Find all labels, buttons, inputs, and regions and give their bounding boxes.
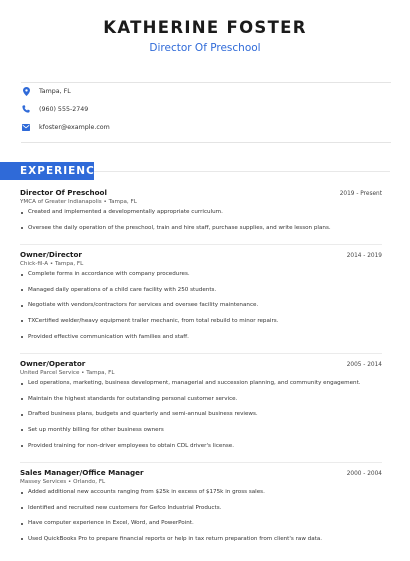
job-bullets	[20, 209, 382, 232]
job-bullet: Maintain the highest standards for outstanding personal customer service.	[20, 396, 382, 403]
resume-header	[0, 18, 410, 54]
job-bullets	[20, 380, 382, 449]
job-bullet: TXCertified welder/heavy equipment trailer mechanic, from total rebuild to minor repairs.	[20, 318, 382, 325]
job-employer: Chick-fil-A • Tampa, FL	[20, 261, 84, 268]
section-title-experience: EXPERIENCE	[20, 165, 103, 177]
job-bullet: Provided training for non-driver employees to obtain CDL driver's license.	[20, 443, 382, 450]
job-entry	[20, 250, 382, 354]
phone-icon	[21, 104, 31, 114]
job-dates: 2000 - 2004	[346, 471, 382, 478]
email-icon	[21, 122, 31, 132]
candidate-role: Director Of Preschool	[149, 42, 261, 54]
job-bullet: Created and implemented a developmentally appropriate curriculum.	[20, 209, 382, 216]
job-bullet: Identified and recruited new customers for Gefco Industrial Products.	[20, 505, 382, 512]
job-location: Tampa, FL	[108, 199, 137, 205]
candidate-name: KATHERINE FOSTER	[103, 18, 307, 37]
job-org: Massey Services	[20, 479, 67, 486]
job-title: Owner/Director	[20, 250, 82, 260]
job-dates: 2014 - 2019	[346, 253, 382, 260]
job-bullet: Set up monthly billing for other business owners	[20, 427, 382, 434]
job-entry	[20, 359, 382, 463]
job-dates: 2005 - 2014	[346, 362, 382, 369]
job-org: Chick-fil-A	[20, 261, 49, 268]
job-org: United Parcel Service	[20, 370, 80, 377]
job-employer: Massey Services • Orlando, FL	[20, 479, 106, 486]
contact-phone-text: (960) 555-2749	[39, 105, 89, 113]
experience-list	[20, 188, 382, 561]
job-dates: 2019 - Present	[339, 191, 382, 197]
job-employer: United Parcel Service • Tampa, FL	[20, 370, 115, 377]
job-employer: YMCA of Greater Indianapolis • Tampa, FL	[20, 199, 137, 205]
job-location: Orlando, FL	[73, 479, 106, 486]
job-bullet: Added additional new accounts ranging from $25k in excess of $175k in gross sales.	[20, 489, 382, 496]
job-title: Owner/Operator	[20, 359, 86, 369]
contact-email	[21, 118, 391, 136]
job-location: Tampa, FL	[55, 261, 84, 268]
job-bullet: Oversee the daily operation of the preschool, train and hire staff, purchase supplies, and write lesson plans.	[20, 225, 382, 232]
job-entry	[20, 188, 382, 245]
job-bullet: Complete forms in accordance with company procedures.	[20, 271, 382, 278]
job-location: Tampa, FL	[86, 370, 115, 377]
job-title: Director Of Preschool	[20, 188, 107, 197]
job-bullet: Used QuickBooks Pro to prepare financial reports or help in tax return preparation from client's raw data.	[20, 536, 382, 543]
job-bullet: Managed daily operations of a child care facility with 250 students.	[20, 287, 382, 294]
contact-location-text: Tampa, FL	[39, 87, 71, 95]
job-bullet: Negotiate with vendors/contractors for services and oversee facility maintenance.	[20, 302, 382, 309]
job-bullet: Provided effective communication with families and staff.	[20, 334, 382, 341]
contact-location	[21, 82, 391, 100]
job-bullets	[20, 271, 382, 340]
contact-block	[21, 82, 391, 143]
job-bullet: Drafted business plans, budgets and quarterly and semi-annual business reviews.	[20, 411, 382, 418]
job-entry	[20, 468, 382, 555]
job-org: YMCA of Greater Indianapolis	[20, 199, 102, 205]
section-divider	[94, 171, 390, 172]
contact-phone	[21, 100, 391, 118]
job-title: Sales Manager/Office Manager	[20, 468, 144, 478]
job-bullet: Have computer experience in Excel, Word, and PowerPoint.	[20, 520, 382, 527]
contact-divider	[21, 142, 391, 143]
job-bullet: Led operations, marketing, business development, managerial and succession planning, and community engagement.	[20, 380, 382, 387]
location-pin-icon	[21, 86, 31, 96]
contact-email-text[interactable]: kfoster@example.com	[39, 123, 110, 131]
job-bullets	[20, 489, 382, 543]
